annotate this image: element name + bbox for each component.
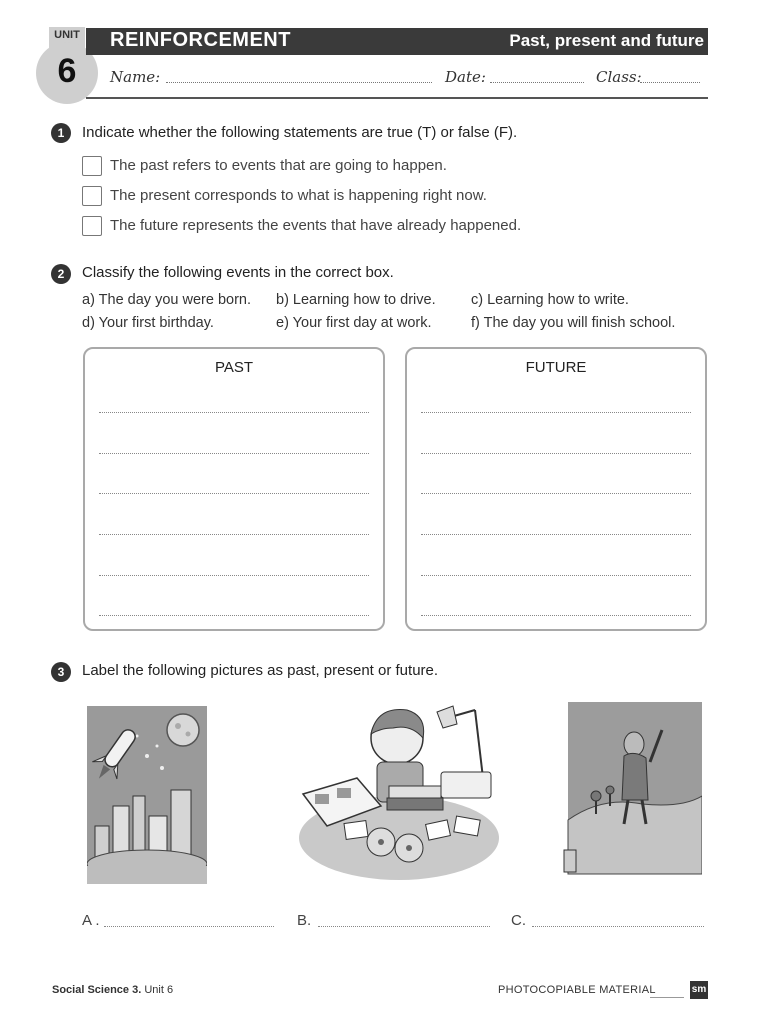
unit-number: 6 bbox=[57, 52, 77, 90]
q3-title: Label the following pictures as past, present or future. bbox=[82, 662, 439, 679]
q1-statement: The past refers to events that are going to happen. bbox=[110, 157, 447, 174]
answer-line[interactable] bbox=[421, 534, 691, 535]
answer-line[interactable] bbox=[99, 453, 369, 454]
page-title: REINFORCEMENT bbox=[110, 29, 291, 51]
answer-line[interactable] bbox=[99, 615, 369, 616]
class-field[interactable] bbox=[640, 82, 700, 83]
event-item: a) The day you were born. bbox=[82, 292, 251, 308]
picture-a-answer[interactable] bbox=[104, 926, 274, 927]
answer-line[interactable] bbox=[99, 575, 369, 576]
date-field[interactable] bbox=[490, 82, 584, 83]
rocket-city-icon bbox=[87, 706, 207, 884]
answer-line[interactable] bbox=[421, 493, 691, 494]
event-item: c) Learning how to write. bbox=[471, 292, 629, 308]
picture-a-label: A . bbox=[82, 912, 100, 929]
page-topic: Past, present and future bbox=[509, 31, 704, 50]
q1-statement: The present corresponds to what is happening right now. bbox=[110, 187, 487, 204]
footer-note: PHOTOCOPIABLE MATERIAL bbox=[498, 984, 656, 996]
class-label: Class: bbox=[596, 68, 642, 86]
future-box-title: FUTURE bbox=[525, 359, 587, 376]
answer-line[interactable] bbox=[421, 615, 691, 616]
event-item: b) Learning how to drive. bbox=[276, 292, 436, 308]
q1-statement: The future represents the events that have already happened. bbox=[110, 217, 522, 234]
q3-number: 3 bbox=[51, 662, 71, 682]
q1-title: Indicate whether the following statements are true (T) or false (F). bbox=[82, 124, 518, 141]
answer-line[interactable] bbox=[421, 575, 691, 576]
q1-checkbox[interactable] bbox=[82, 186, 102, 206]
child-photo-album-icon bbox=[297, 698, 501, 884]
answer-line[interactable] bbox=[99, 493, 369, 494]
picture-c-answer[interactable] bbox=[532, 926, 704, 927]
name-field[interactable] bbox=[166, 82, 432, 83]
event-item: e) Your first day at work. bbox=[276, 315, 432, 331]
answer-line[interactable] bbox=[99, 412, 369, 413]
answer-line[interactable] bbox=[421, 453, 691, 454]
header-divider bbox=[86, 97, 708, 99]
event-item: d) Your first birthday. bbox=[82, 315, 214, 331]
publisher-logo-icon bbox=[650, 983, 684, 998]
q1-number: 1 bbox=[51, 123, 71, 143]
past-box-title: PAST bbox=[214, 359, 254, 376]
picture-b-label: B. bbox=[297, 912, 312, 929]
name-label: Name: bbox=[110, 68, 161, 86]
q1-checkbox[interactable] bbox=[82, 156, 102, 176]
sm-logo-icon: sm bbox=[690, 981, 708, 999]
footer-book-title: Social Science 3. bbox=[52, 984, 142, 996]
q1-checkbox[interactable] bbox=[82, 216, 102, 236]
past-box bbox=[83, 347, 385, 631]
picture-c-label: C. bbox=[511, 912, 526, 929]
footer-unit: Unit 6 bbox=[144, 984, 174, 996]
caveman-icon bbox=[562, 700, 702, 876]
event-item: f) The day you will finish school. bbox=[471, 315, 676, 331]
unit-label: UNIT bbox=[54, 29, 80, 41]
future-box bbox=[405, 347, 707, 631]
q2-number: 2 bbox=[51, 264, 71, 284]
date-label: Date: bbox=[445, 68, 486, 86]
answer-line[interactable] bbox=[99, 534, 369, 535]
q2-title: Classify the following events in the correct box. bbox=[82, 264, 394, 281]
picture-b-answer[interactable] bbox=[318, 926, 490, 927]
footer-book bbox=[52, 984, 173, 996]
answer-line[interactable] bbox=[421, 412, 691, 413]
